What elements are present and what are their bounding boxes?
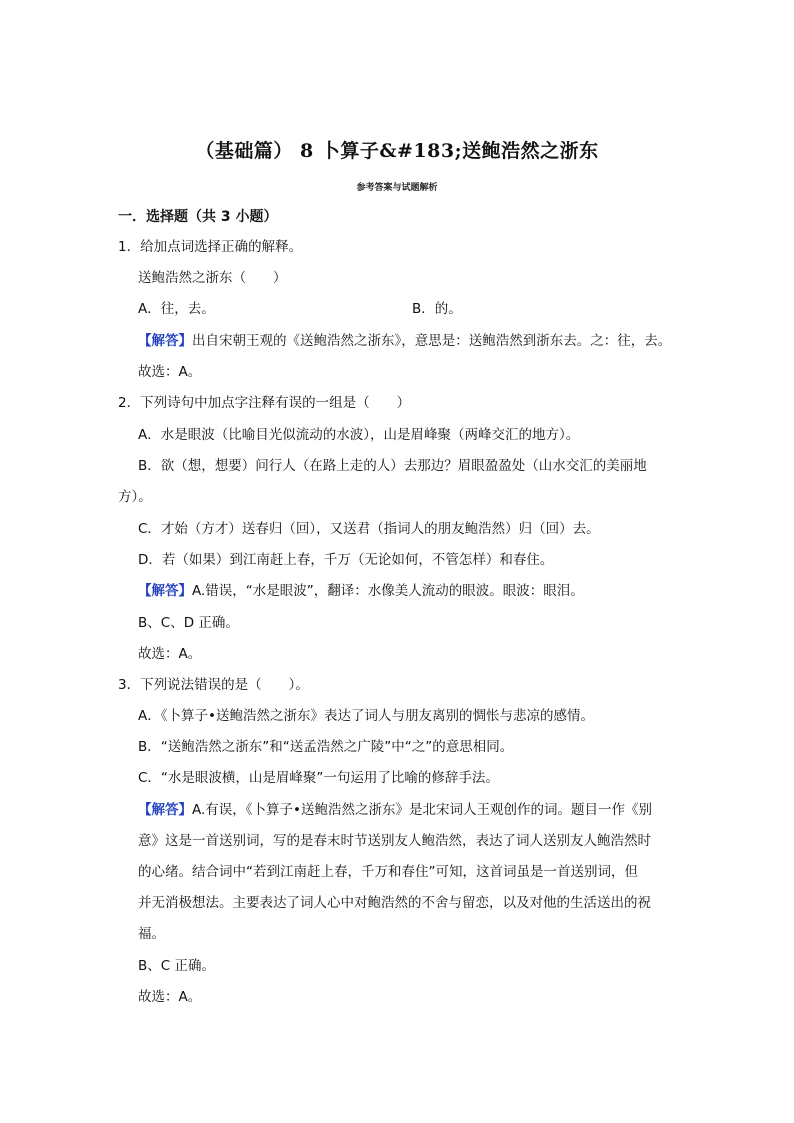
page-title: （基础篇） 8 卜算子&#183;送鲍浩然之浙东 bbox=[195, 140, 599, 162]
page-subtitle: 参考答案与试题解析 bbox=[356, 183, 438, 193]
q2-stem: 2．下列诗句中加点字注释有误的一组是（ ） bbox=[118, 395, 411, 411]
q3-stem: 3．下列说法错误的是（ ）。 bbox=[118, 677, 309, 693]
section-heading: 一．选择题（共 3 小题） bbox=[118, 209, 278, 225]
q3-answer-line1 bbox=[138, 801, 652, 819]
q2-option-d: D．若（如果）到江南赶上春，千万（无论如何，不管怎样）和春住。 bbox=[138, 552, 554, 568]
q2-answer-more: B、C、D 正确。 bbox=[138, 615, 239, 631]
q1-option-a: A．往，去。 bbox=[138, 301, 215, 317]
q3-answer-line5: 福。 bbox=[138, 926, 165, 942]
q3-answer-line4: 并无消极想法。主要表达了词人心中对鲍浩然的不舍与留恋，以及对他的生活送出的祝 bbox=[138, 895, 651, 911]
answer-tag: 【解答】 bbox=[138, 802, 192, 818]
q3-option-a: A．《卜算子•送鲍浩然之浙东》表达了词人与朋友离别的惆怅与悲凉的感情。 bbox=[138, 708, 594, 724]
q1-stem: 1．给加点词选择正确的解释。 bbox=[118, 239, 303, 255]
q1-answer bbox=[138, 332, 671, 350]
q2-choice: 故选：A。 bbox=[138, 646, 202, 662]
q3-option-b: B．“送鲍浩然之浙东”和“送孟浩然之广陵”中“之”的意思相同。 bbox=[138, 739, 514, 755]
q1-answer-text: 出自宋朝王观的《送鲍浩然之浙东》，意思是：送鲍浩然到浙东去。之：往，去。 bbox=[192, 333, 672, 349]
q2-option-c: C．才始（方才）送春归（回），又送君（指词人的朋友鲍浩然）归（回）去。 bbox=[138, 521, 600, 537]
q2-option-b-line2: 方）。 bbox=[118, 489, 152, 505]
q1-option-b: B．的。 bbox=[412, 301, 462, 317]
answer-tag: 【解答】 bbox=[138, 583, 192, 599]
q1-choice: 故选：A。 bbox=[138, 364, 202, 380]
q2-answer-text: A.错误，“水是眼波”，翻译：水像美人流动的眼波。眼波：眼泪。 bbox=[192, 583, 584, 599]
q2-answer bbox=[138, 582, 584, 600]
q1-options bbox=[138, 300, 462, 318]
q1-sub: 送鲍浩然之浙东（ ） bbox=[138, 270, 287, 286]
q3-answer-line2: 意》这是一首送别词，写的是春末时节送别友人鲍浩然，表达了词人送别友人鲍浩然时 bbox=[138, 833, 651, 849]
answer-tag: 【解答】 bbox=[138, 333, 192, 349]
q3-answer-more: B、C 正确。 bbox=[138, 958, 215, 974]
q3-answer-line3: 的心绪。结合词中“若到江南赶上春，千万和春住”可知，这首词虽是一首送别词，但 bbox=[138, 864, 638, 880]
q3-choice: 故选：A。 bbox=[138, 989, 202, 1005]
q2-option-a: A．水是眼波（比喻目光似流动的水波），山是眉峰聚（两峰交汇的地方）。 bbox=[138, 427, 580, 443]
q3-option-c: C．“水是眼波横，山是眉峰聚”一句运用了比喻的修辞手法。 bbox=[138, 770, 499, 786]
q2-option-b-line1: B．欲（想，想要）问行人（在路上走的人）去那边？眉眼盈盈处（山水交汇的美丽地 bbox=[138, 458, 647, 474]
q3-answer-text-1: A.有误，《卜算子•送鲍浩然之浙东》是北宋词人王观创作的词。题目一作《别 bbox=[192, 802, 653, 818]
